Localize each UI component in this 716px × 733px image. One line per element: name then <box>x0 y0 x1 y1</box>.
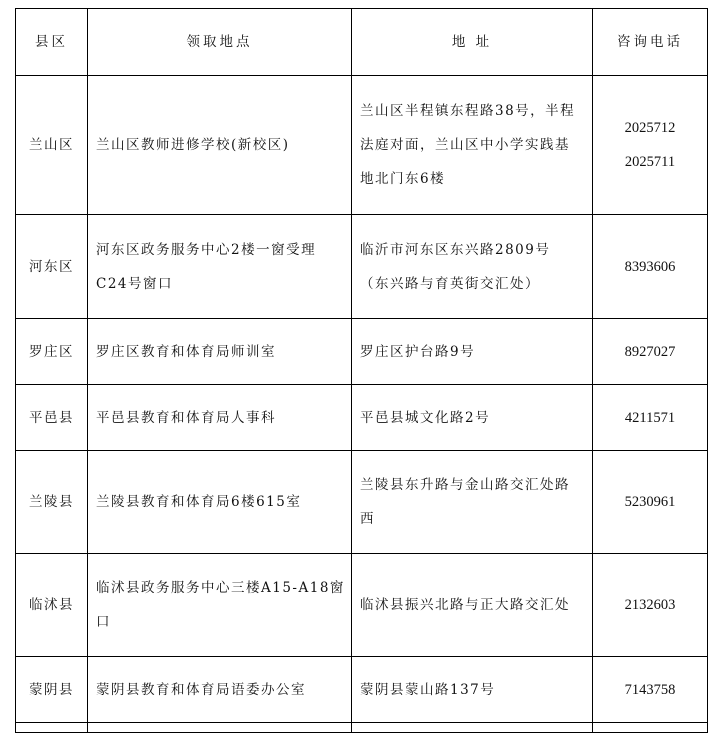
table-row <box>16 451 708 554</box>
place-cell <box>88 319 352 385</box>
table-row <box>16 385 708 451</box>
address-cell <box>352 215 593 319</box>
address-cell-line: 西 <box>360 511 375 527</box>
table-row <box>16 76 708 215</box>
address-cell <box>352 657 593 723</box>
address-cell-line: 兰陵县东升路与金山路交汇处路 <box>360 477 570 493</box>
phone-cell <box>593 319 708 385</box>
phone-cell-line: 8393606 <box>624 258 676 275</box>
place-cell-line: 蒙阴县教育和体育局语委办公室 <box>96 681 306 698</box>
address-cell-line: 罗庄区护台路9号 <box>360 343 476 360</box>
phone-cell-line: 2025712 <box>624 120 676 136</box>
phone-cell <box>593 76 708 215</box>
address-cell-line: 地北门东6楼 <box>360 171 446 187</box>
address-cell <box>352 554 593 657</box>
phone-cell <box>593 385 708 451</box>
address-cell <box>352 385 593 451</box>
table-row <box>16 554 708 657</box>
county-cell: 蒙阴县 <box>16 657 88 723</box>
table-row <box>16 657 708 723</box>
place-cell-line: 口 <box>96 614 111 630</box>
place-cell-line: 兰陵县教育和体育局6楼615室 <box>96 494 302 510</box>
address-cell-line: （东兴路与育英街交汇处） <box>360 275 540 292</box>
place-cell <box>88 554 352 657</box>
table-row <box>16 215 708 319</box>
table-row <box>16 319 708 385</box>
address-cell <box>352 319 593 385</box>
header-place: 领取地点 <box>88 9 352 76</box>
address-cell-line: 兰山区半程镇东程路38号，半程 <box>360 103 576 119</box>
county-cell: 兰陵县 <box>16 451 88 554</box>
place-cell <box>88 385 352 451</box>
phone-cell-line: 2132603 <box>624 597 676 613</box>
address-cell-line: 平邑县城文化路2号 <box>360 409 491 426</box>
phone-cell <box>593 215 708 319</box>
phone-cell-line: 8927027 <box>624 343 676 360</box>
phone-cell <box>593 657 708 723</box>
header-address: 地 址 <box>352 9 593 76</box>
address-cell-line: 法庭对面，兰山区中小学实践基 <box>360 137 570 153</box>
address-cell <box>352 451 593 554</box>
place-cell <box>88 215 352 319</box>
place-cell-line: C24号窗口 <box>96 275 174 292</box>
phone-cell <box>593 554 708 657</box>
phone-cell-line: 5230961 <box>624 494 676 510</box>
address-cell-line: 临沭县振兴北路与正大路交汇处 <box>360 597 570 613</box>
phone-cell-line: 4211571 <box>624 409 676 426</box>
place-cell <box>88 76 352 215</box>
address-cell-line: 临沂市河东区东兴路2809号 <box>360 241 551 258</box>
place-cell-line: 河东区政务服务中心2楼一窗受理 <box>96 241 317 258</box>
header-county: 县区 <box>16 9 88 76</box>
phone-cell-line: 2025711 <box>624 154 676 170</box>
county-cell: 平邑县 <box>16 385 88 451</box>
table-header-row <box>16 9 708 76</box>
place-cell-line: 罗庄区教育和体育局师训室 <box>96 343 276 360</box>
county-cell: 临沭县 <box>16 554 88 657</box>
county-cell: 兰山区 <box>16 76 88 215</box>
county-cell: 罗庄区 <box>16 319 88 385</box>
place-cell-line: 兰山区教师进修学校(新校区) <box>96 137 290 153</box>
phone-cell-line: 7143758 <box>624 681 676 698</box>
certificate-pickup-table <box>15 8 708 733</box>
county-cell: 河东区 <box>16 215 88 319</box>
header-phone: 咨询电话 <box>593 9 708 76</box>
address-cell-line: 蒙阴县蒙山路137号 <box>360 681 496 698</box>
place-cell <box>88 657 352 723</box>
place-cell-line: 平邑县教育和体育局人事科 <box>96 409 276 426</box>
phone-cell <box>593 451 708 554</box>
place-cell <box>88 451 352 554</box>
place-cell-line: 临沭县政务服务中心三楼A15-A18窗 <box>96 580 345 596</box>
address-cell <box>352 76 593 215</box>
